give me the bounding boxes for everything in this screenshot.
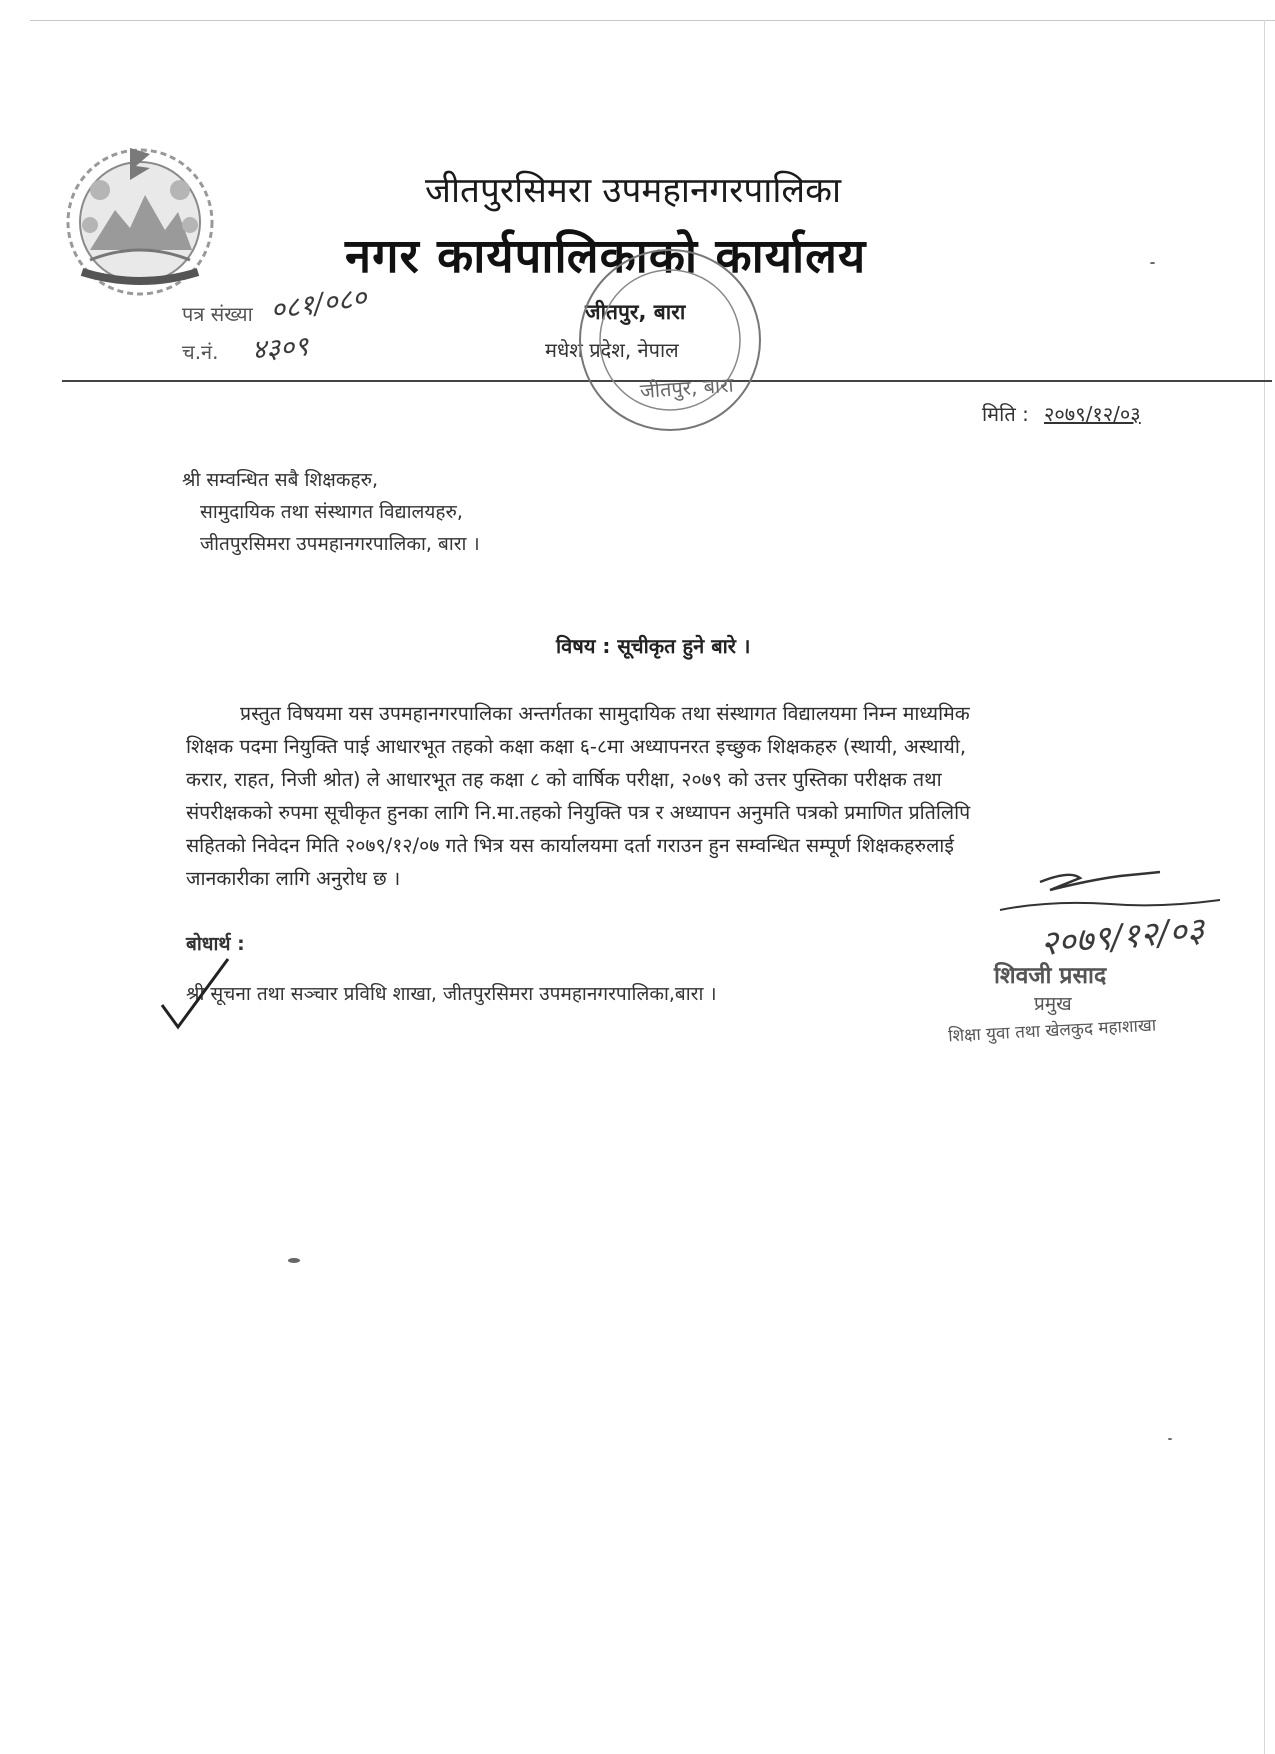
nepal-emblem-icon [60,140,220,300]
body-line-3: करार, राहत, निजी श्रोत) ले आधारभूत तह कक्षा ८ को वार्षिक परीक्षा, २०७९ को उत्तर पुस्तिका परीक्षक तथा [186,768,942,791]
scan-speck [1168,1438,1172,1440]
scan-top-edge [30,20,1275,21]
municipality-name: जीतपुरसिमरा उपमहानगरपालिका [425,171,842,211]
dispatch-number-label: च.नं. [182,340,219,364]
recipient-line-2: सामुदायिक तथा संस्थागत विद्यालयहरु, [200,501,463,523]
letter-number-value: ०८१/०८० [268,280,369,327]
checkmark-icon [160,955,240,1035]
office-name: नगर कार्यपालिकाको कार्यालय [345,229,867,284]
dispatch-number-value: ४३०९ [251,331,310,366]
letter-subject: विषय : सूचीकृत हुने बारे । [556,634,751,658]
signatory-department: शिक्षा युवा तथा खेलकुद महाशाखा [947,1015,1157,1047]
recipient-line-3: जीतपुरसिमरा उपमहानगरपालिका, बारा । [200,533,480,555]
body-line-6: जानकारीका लागि अनुरोध छ । [186,867,401,890]
office-location: जीतपुर, बारा [585,300,686,324]
cc-label: बोधार्थ : [186,933,245,955]
office-province: मधेश प्रदेश, नेपाल [545,338,679,362]
body-line-2: शिक्षक पदमा नियुक्ति पाई आधारभूत तहको कक्षा कक्षा ६-८मा अध्यापनरत इच्छुक शिक्षकहरु (स्थायी, अस्थायी, [186,735,967,758]
body-line-5: सहितको निवेदन मिति २०७९/१२/०७ गते भित्र यस कार्यालयमा दर्ता गराउन हुन सम्वन्धित सम्पूर्ण शिक्षकहरुलाई [186,834,954,857]
scan-right-edge [1264,20,1265,1754]
letter-number-label: पत्र संख्या [182,302,253,326]
signatory-name: शिवजी प्रसाद [994,963,1107,989]
date-value: २०७९/१२/०३ [1044,402,1141,426]
scan-speck [288,1258,300,1263]
body-line-4: संपरीक्षकको रुपमा सूचीकृत हुनका लागि नि.मा.तहको नियुक्ति पत्र र अध्यापन अनुमति पत्रको प्रमाणित प्रतिलिपि [186,801,971,824]
date-label: मिति : [982,402,1029,426]
cc-line: श्री सूचना तथा सञ्चार प्रविधि शाखा, जीतपुरसिमरा उपमहानगरपालिका,बारा । [186,983,717,1005]
recipient-line-1: श्री सम्वन्धित सबै शिक्षकहरु, [182,469,379,491]
signatory-title: प्रमुख [1034,993,1072,1015]
stamp-text: जीतपुर, बारा [639,372,735,404]
body-line-1: प्रस्तुत विषयमा यस उपमहानगरपालिका अन्तर्गतका सामुदायिक तथा संस्थागत विद्यालयमा निम्न माध्यमिक [240,702,970,725]
scan-speck [1150,262,1155,264]
office-stamp-icon [560,240,780,440]
signature-date: २०७९/१२/०३ [1038,909,1206,965]
